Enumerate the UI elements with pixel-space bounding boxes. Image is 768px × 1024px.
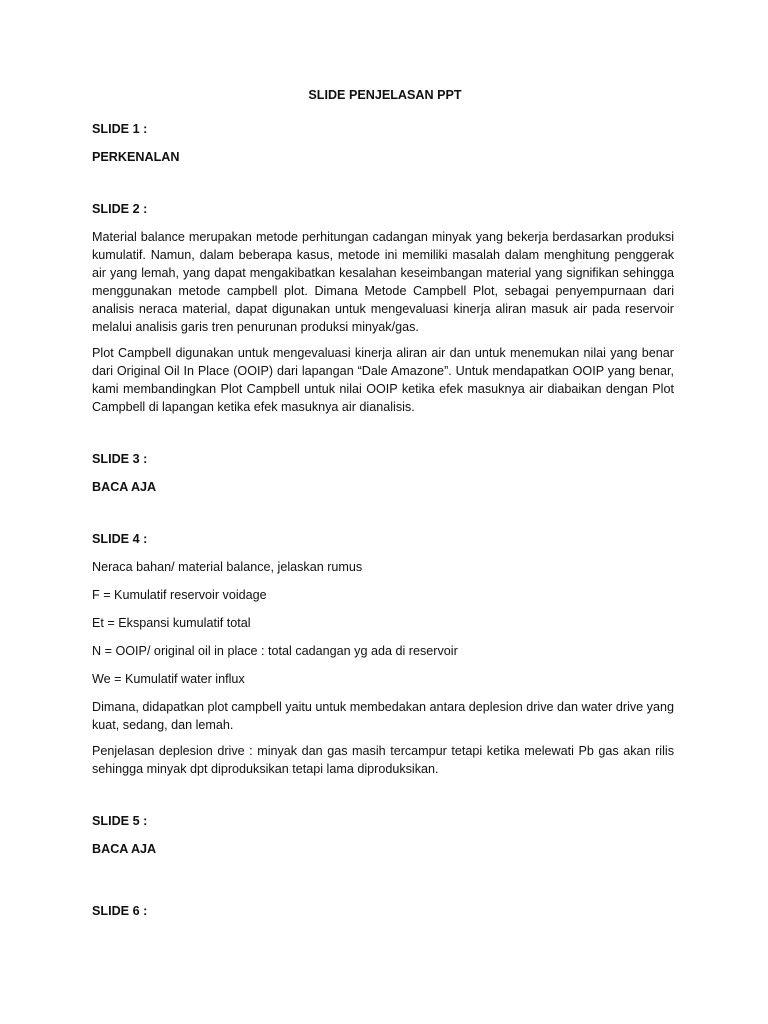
slide-3-heading: SLIDE 3 : xyxy=(92,452,148,466)
slide-4-line-4: N = OOIP/ original oil in place : total cadangan yg ada di reservoir xyxy=(92,644,458,658)
slide-3-line: BACA AJA xyxy=(92,480,157,494)
slide-1-line: PERKENALAN xyxy=(92,150,180,164)
slide-2-paragraph-2: Plot Campbell digunakan untuk mengevaluasi kinerja aliran air dan untuk menemukan nilai yang benar dari Original Oil In Place (OOIP) dari lapangan “Dale Amazone”. Untuk mendapatkan OOIP yang benar, kami membandingkan Plot Campbell untuk nilai OOIP ketika efek masuknya air diabaikan dengan Plot Campbell di lapangan ketika efek masuknya air dianalisis. xyxy=(92,346,674,414)
slide-4-heading: SLIDE 4 : xyxy=(92,532,148,546)
slide-4-line-5: We = Kumulatif water influx xyxy=(92,672,245,686)
slide-4-paragraph-2: Penjelasan deplesion drive : minyak dan gas masih tercampur tetapi ketika melewati Pb gas akan rilis sehingga minyak dpt diproduksikan tetapi lama diproduksikan. xyxy=(92,744,674,776)
slide-4-line-1: Neraca bahan/ material balance, jelaskan rumus xyxy=(92,560,363,574)
slide-2-paragraph-1: Material balance merupakan metode perhitungan cadangan minyak yang bekerja berdasarkan produksi kumulatif. Namun, dalam beberapa kasus, metode ini memiliki masalah dalam menghitung penggerak air yang lemah, yang dapat mengakibatkan kesalahan keseimbangan material yang signifikan sehingga menggunakan metode campbell plot. Dimana Metode Campbell Plot, sebagai penyempurnaan dari analisis neraca material, dapat digunakan untuk mengevaluasi kinerja aliran masuk air pada reservoir melalui analisis garis tren penurunan produksi minyak/gas. xyxy=(92,230,674,334)
slide-2-heading: SLIDE 2 : xyxy=(92,202,148,216)
slide-5-heading: SLIDE 5 : xyxy=(92,814,148,828)
slide-4-line-2: F = Kumulatif reservoir voidage xyxy=(92,588,267,602)
slide-4-line-3: Et = Ekspansi kumulatif total xyxy=(92,616,251,630)
slide-4-paragraph-1: Dimana, didapatkan plot campbell yaitu untuk membedakan antara deplesion drive dan water drive yang kuat, sedang, dan lemah. xyxy=(92,700,674,732)
slide-6-heading: SLIDE 6 : xyxy=(92,904,148,918)
document-content xyxy=(92,86,674,920)
document-title: SLIDE PENJELASAN PPT xyxy=(308,88,462,102)
slide-1-heading: SLIDE 1 : xyxy=(92,122,148,136)
slide-5-line: BACA AJA xyxy=(92,842,157,856)
